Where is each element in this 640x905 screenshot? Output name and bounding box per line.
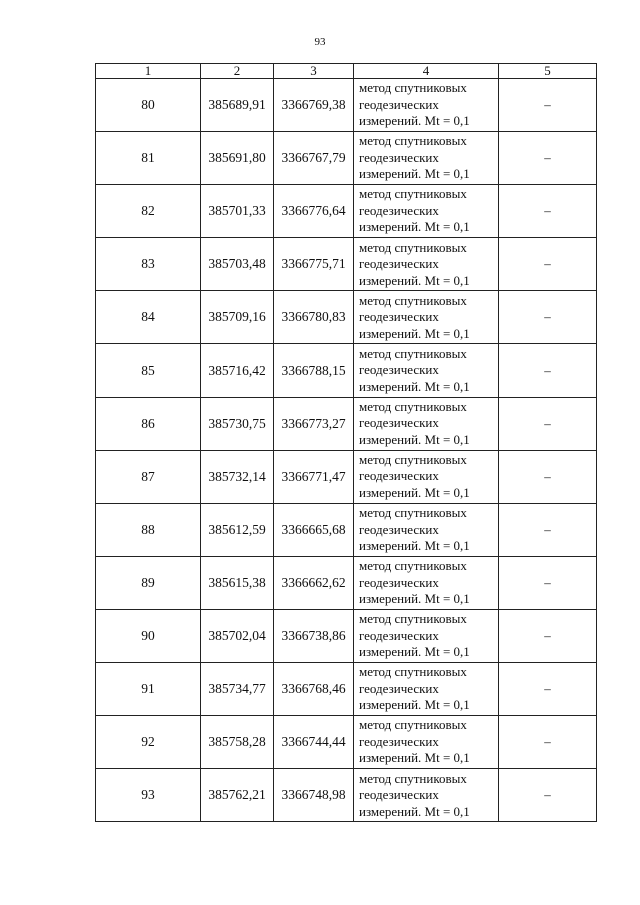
note-cell: – xyxy=(499,663,597,716)
method-line: измерений. Mt = 0,1 xyxy=(359,538,470,554)
table-row xyxy=(96,291,597,344)
point-number: 86 xyxy=(96,397,201,450)
method-line: геодезических xyxy=(359,733,439,749)
coordinate-y: 3366748,98 xyxy=(274,769,354,822)
method-line: метод спутниковых xyxy=(359,451,467,467)
table-row xyxy=(96,185,597,238)
note-cell: – xyxy=(499,238,597,291)
point-number: 93 xyxy=(96,769,201,822)
method-line: измерений. Mt = 0,1 xyxy=(359,644,470,660)
table-row xyxy=(96,716,597,769)
point-number: 87 xyxy=(96,450,201,503)
method-cell xyxy=(354,769,499,822)
method-cell xyxy=(354,609,499,662)
method-line: метод спутниковых xyxy=(359,239,467,255)
method-line: геодезических xyxy=(359,574,439,590)
header-col-1: 1 xyxy=(96,64,201,79)
coordinate-y: 3366662,62 xyxy=(274,556,354,609)
table-body xyxy=(96,79,597,822)
coordinate-y: 3366744,44 xyxy=(274,716,354,769)
method-line: геодезических xyxy=(359,680,439,696)
coordinate-y: 3366775,71 xyxy=(274,238,354,291)
method-cell xyxy=(354,397,499,450)
table-row xyxy=(96,450,597,503)
method-cell xyxy=(354,344,499,397)
note-cell: – xyxy=(499,79,597,132)
coordinate-y: 3366771,47 xyxy=(274,450,354,503)
method-line: геодезических xyxy=(359,149,439,165)
header-col-2: 2 xyxy=(201,64,274,79)
note-cell: – xyxy=(499,716,597,769)
coordinate-x: 385709,16 xyxy=(201,291,274,344)
coordinate-x: 385734,77 xyxy=(201,663,274,716)
coordinate-y: 3366773,27 xyxy=(274,397,354,450)
table-row xyxy=(96,663,597,716)
coordinate-y: 3366665,68 xyxy=(274,503,354,556)
method-line: измерений. Mt = 0,1 xyxy=(359,697,470,713)
coordinate-x: 385615,38 xyxy=(201,556,274,609)
method-line: измерений. Mt = 0,1 xyxy=(359,325,470,341)
method-cell xyxy=(354,238,499,291)
method-line: измерений. Mt = 0,1 xyxy=(359,484,470,500)
table-row xyxy=(96,132,597,185)
note-cell: – xyxy=(499,450,597,503)
method-cell xyxy=(354,503,499,556)
method-cell xyxy=(354,79,499,132)
note-cell: – xyxy=(499,556,597,609)
method-cell xyxy=(354,132,499,185)
method-cell xyxy=(354,663,499,716)
method-cell xyxy=(354,716,499,769)
table-row xyxy=(96,556,597,609)
coordinate-x: 385716,42 xyxy=(201,344,274,397)
method-line: метод спутниковых xyxy=(359,80,467,96)
coordinate-x: 385758,28 xyxy=(201,716,274,769)
method-cell xyxy=(354,185,499,238)
table-row xyxy=(96,238,597,291)
method-line: измерений. Mt = 0,1 xyxy=(359,750,470,766)
table-row xyxy=(96,503,597,556)
method-line: геодезических xyxy=(359,627,439,643)
note-cell: – xyxy=(499,291,597,344)
note-cell: – xyxy=(499,503,597,556)
point-number: 90 xyxy=(96,609,201,662)
point-number: 89 xyxy=(96,556,201,609)
header-col-3: 3 xyxy=(274,64,354,79)
coordinate-y: 3366776,64 xyxy=(274,185,354,238)
method-line: геодезических xyxy=(359,362,439,378)
method-line: метод спутниковых xyxy=(359,133,467,149)
method-line: метод спутниковых xyxy=(359,664,467,680)
method-line: метод спутниковых xyxy=(359,611,467,627)
point-number: 85 xyxy=(96,344,201,397)
method-line: метод спутниковых xyxy=(359,398,467,414)
point-number: 83 xyxy=(96,238,201,291)
method-line: геодезических xyxy=(359,521,439,537)
method-line: геодезических xyxy=(359,415,439,431)
coordinate-x: 385703,48 xyxy=(201,238,274,291)
method-cell xyxy=(354,556,499,609)
table-row xyxy=(96,79,597,132)
method-line: измерений. Mt = 0,1 xyxy=(359,591,470,607)
method-line: измерений. Mt = 0,1 xyxy=(359,803,470,819)
coordinate-x: 385730,75 xyxy=(201,397,274,450)
coordinate-y: 3366767,79 xyxy=(274,132,354,185)
coordinate-y: 3366788,15 xyxy=(274,344,354,397)
header-col-5: 5 xyxy=(499,64,597,79)
table-row xyxy=(96,609,597,662)
method-line: геодезических xyxy=(359,787,439,803)
coordinate-y: 3366738,86 xyxy=(274,609,354,662)
coordinate-x: 385691,80 xyxy=(201,132,274,185)
point-number: 82 xyxy=(96,185,201,238)
coordinate-x: 385702,04 xyxy=(201,609,274,662)
page-number: 93 xyxy=(314,36,326,48)
method-line: метод спутниковых xyxy=(359,505,467,521)
method-line: измерений. Mt = 0,1 xyxy=(359,378,470,394)
note-cell: – xyxy=(499,185,597,238)
method-cell xyxy=(354,291,499,344)
method-line: метод спутниковых xyxy=(359,186,467,202)
note-cell: – xyxy=(499,609,597,662)
method-line: метод спутниковых xyxy=(359,292,467,308)
point-number: 92 xyxy=(96,716,201,769)
point-number: 81 xyxy=(96,132,201,185)
method-line: метод спутниковых xyxy=(359,770,467,786)
table-row xyxy=(96,769,597,822)
method-line: геодезических xyxy=(359,309,439,325)
coordinates-table xyxy=(95,63,597,822)
coordinate-y: 3366769,38 xyxy=(274,79,354,132)
header-col-4: 4 xyxy=(354,64,499,79)
point-number: 80 xyxy=(96,79,201,132)
method-cell xyxy=(354,450,499,503)
coordinate-y: 3366780,83 xyxy=(274,291,354,344)
method-line: геодезических xyxy=(359,202,439,218)
method-line: геодезических xyxy=(359,256,439,272)
method-line: измерений. Mt = 0,1 xyxy=(359,219,470,235)
coordinate-x: 385701,33 xyxy=(201,185,274,238)
method-line: метод спутниковых xyxy=(359,717,467,733)
table-header-row xyxy=(96,64,597,79)
coordinate-x: 385762,21 xyxy=(201,769,274,822)
method-line: метод спутниковых xyxy=(359,558,467,574)
note-cell: – xyxy=(499,344,597,397)
method-line: измерений. Mt = 0,1 xyxy=(359,431,470,447)
coordinate-y: 3366768,46 xyxy=(274,663,354,716)
coordinate-x: 385732,14 xyxy=(201,450,274,503)
method-line: геодезических xyxy=(359,96,439,112)
coordinate-x: 385689,91 xyxy=(201,79,274,132)
method-line: геодезических xyxy=(359,468,439,484)
method-line: измерений. Mt = 0,1 xyxy=(359,272,470,288)
point-number: 88 xyxy=(96,503,201,556)
note-cell: – xyxy=(499,132,597,185)
note-cell: – xyxy=(499,769,597,822)
method-line: измерений. Mt = 0,1 xyxy=(359,113,470,129)
method-line: метод спутниковых xyxy=(359,345,467,361)
point-number: 84 xyxy=(96,291,201,344)
point-number: 91 xyxy=(96,663,201,716)
table-row xyxy=(96,397,597,450)
method-line: измерений. Mt = 0,1 xyxy=(359,166,470,182)
note-cell: – xyxy=(499,397,597,450)
table-row xyxy=(96,344,597,397)
coordinate-x: 385612,59 xyxy=(201,503,274,556)
